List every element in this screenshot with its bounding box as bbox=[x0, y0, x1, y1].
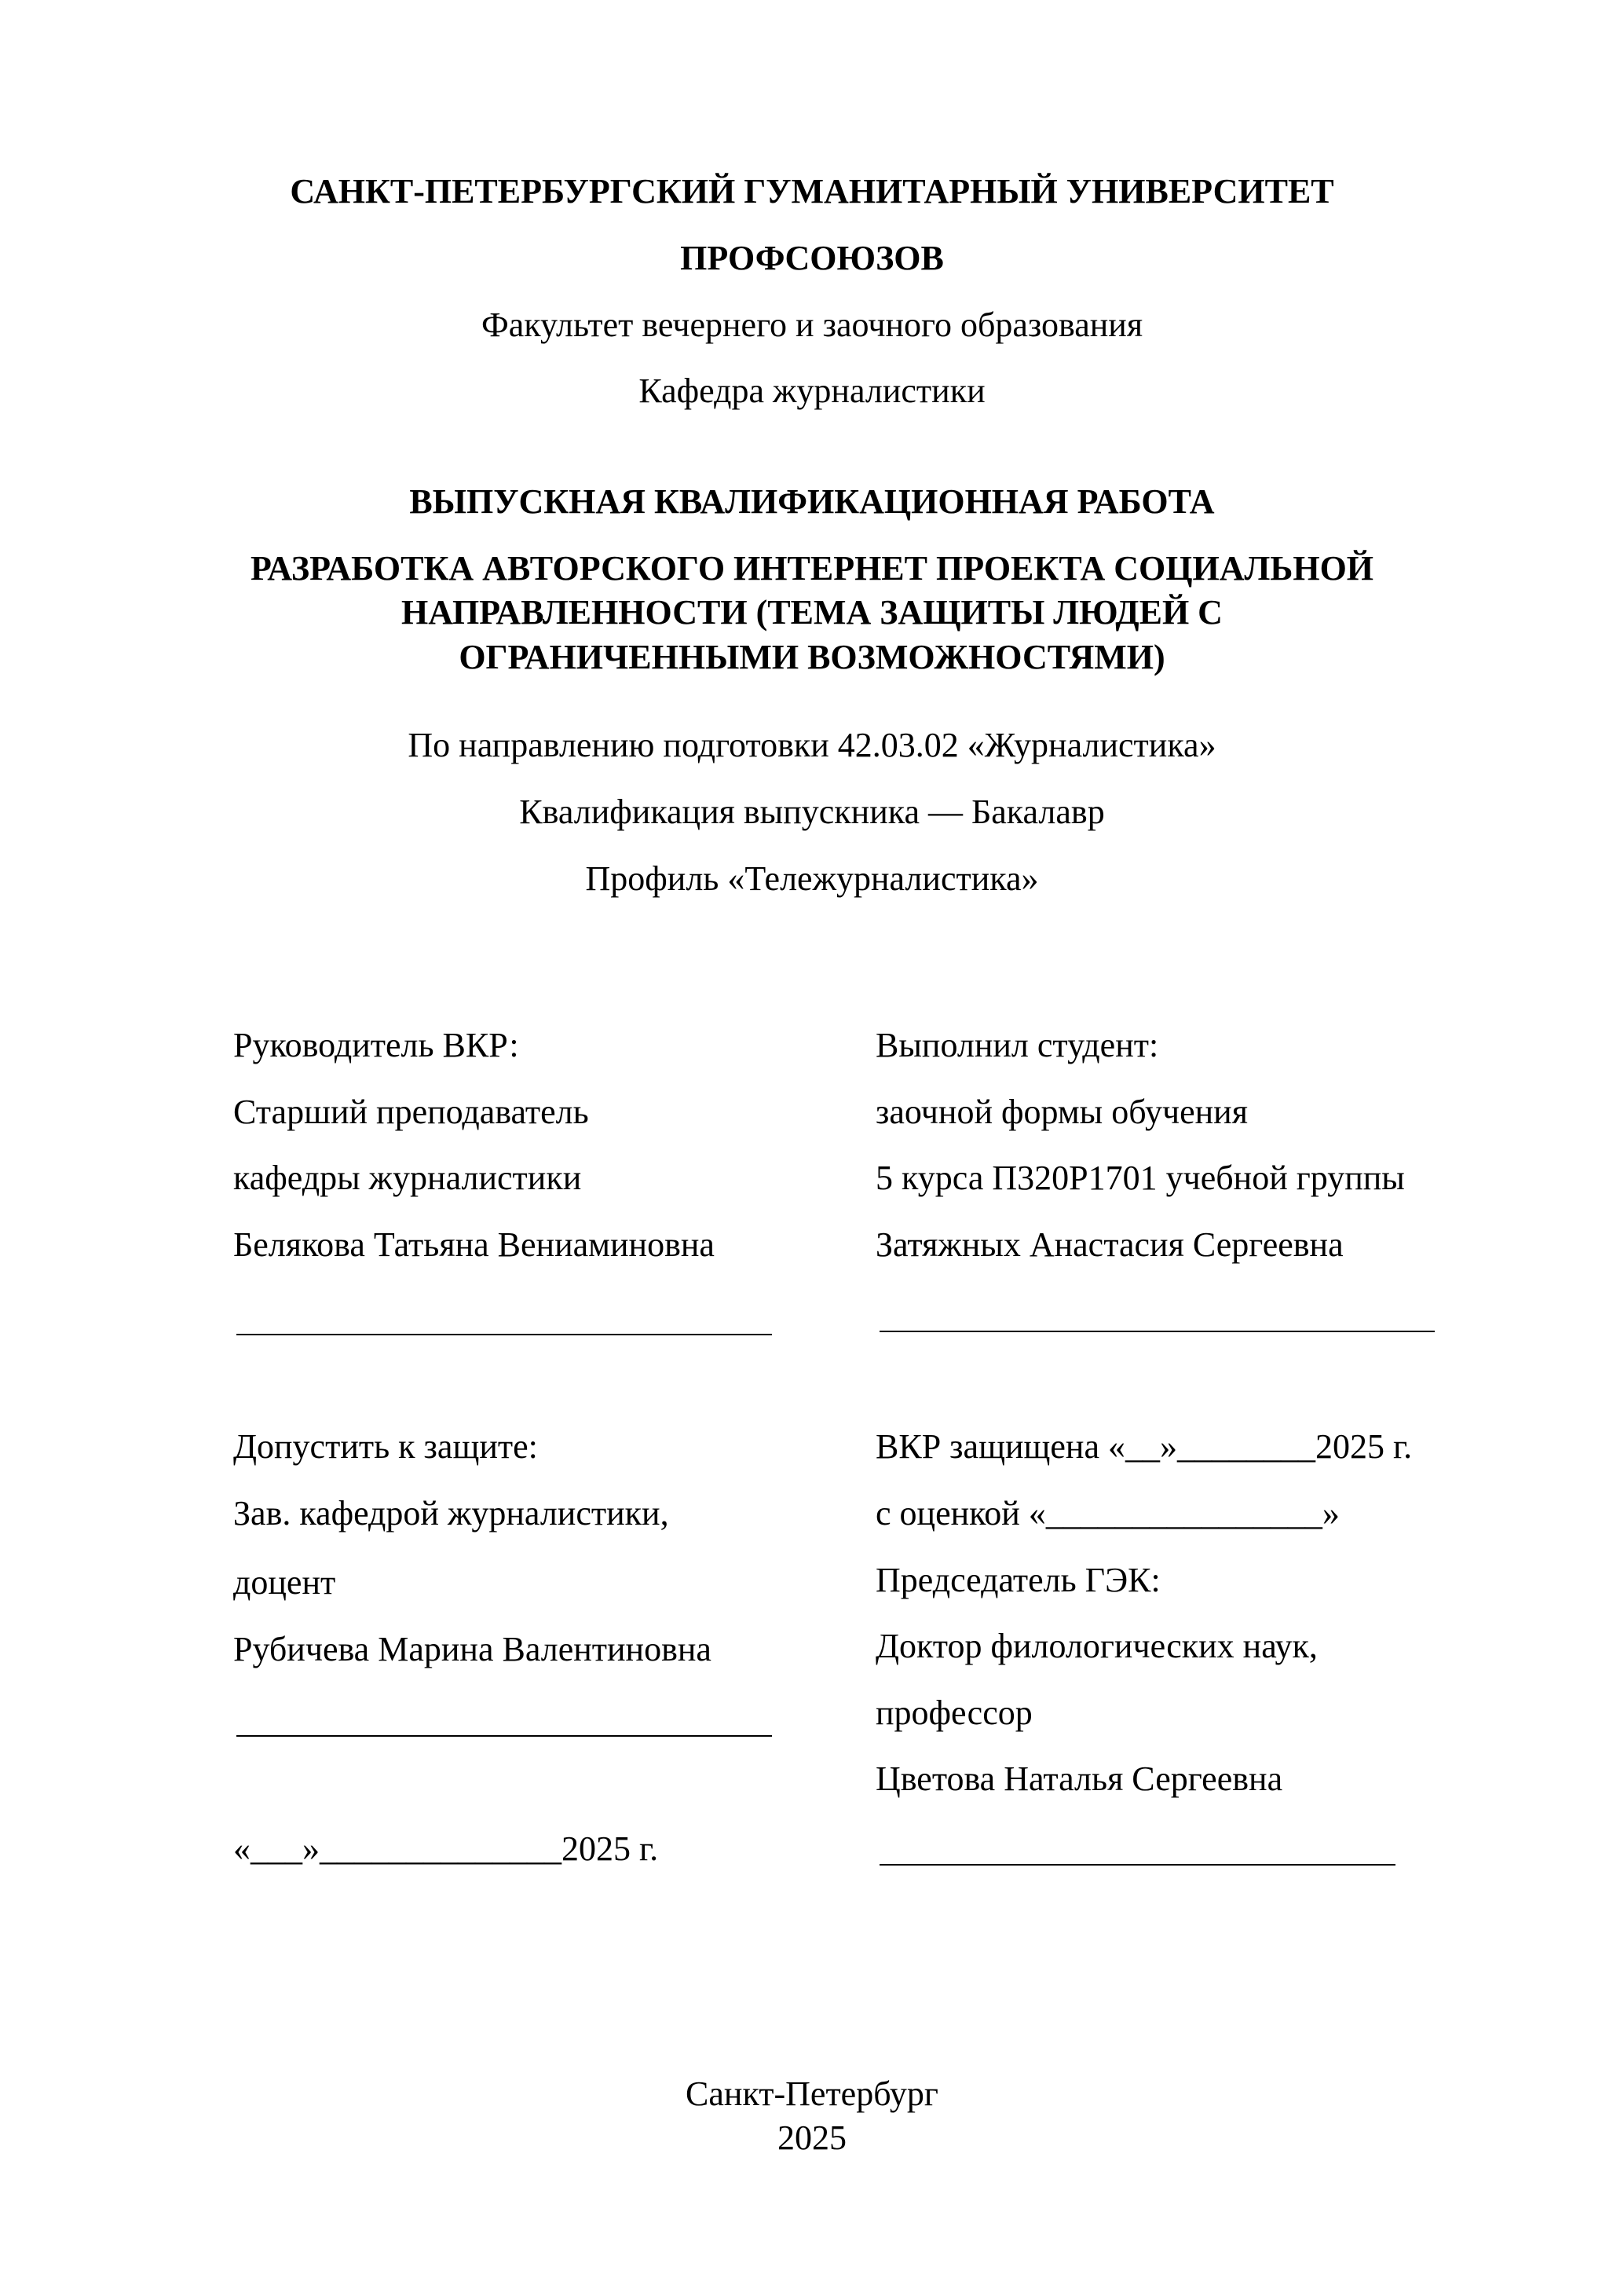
faculty: Факультет вечернего и заочного образования bbox=[481, 306, 1143, 344]
admission-date: «___»______________2025 г. bbox=[233, 1829, 659, 1868]
student-line: заочной формы обучения bbox=[876, 1093, 1248, 1131]
qualification: Квалификация выпускника — Бакалавр bbox=[519, 793, 1105, 831]
admission-line: Допустить к защите: bbox=[233, 1427, 538, 1466]
work-title-line: ОГРАНИЧЕННЫМИ ВОЗМОЖНОСТЯМИ) bbox=[459, 638, 1165, 676]
defense-line: ВКР защищена «__»________2025 г. bbox=[876, 1427, 1413, 1466]
admission-name: Рубичева Марина Валентиновна bbox=[233, 1630, 711, 1668]
university-name-line2: ПРОФСОЮЗОВ bbox=[680, 239, 944, 277]
work-title-line: РАЗРАБОТКА АВТОРСКОГО ИНТЕРНЕТ ПРОЕКТА СОЦИАЛЬНОЙ bbox=[250, 549, 1374, 588]
admission-line: доцент bbox=[233, 1563, 336, 1602]
admission-line: Зав. кафедрой журналистики, bbox=[233, 1494, 669, 1532]
supervisor-line: Старший преподаватель bbox=[233, 1093, 589, 1131]
defense-line: Председатель ГЭК: bbox=[876, 1561, 1161, 1599]
student-line: 5 курса П320Р1701 учебной группы bbox=[876, 1159, 1405, 1197]
defense-line: профессор bbox=[876, 1694, 1033, 1732]
admission-signature-line bbox=[236, 1735, 772, 1737]
defense-chair-name: Цветова Наталья Сергеевна bbox=[876, 1760, 1283, 1798]
work-title-line: НАПРАВЛЕННОСТИ (ТЕМА ЗАЩИТЫ ЛЮДЕЙ С bbox=[401, 593, 1223, 632]
supervisor-line: кафедры журналистики bbox=[233, 1159, 582, 1197]
department: Кафедра журналистики bbox=[638, 372, 986, 410]
year: 2025 bbox=[777, 2118, 847, 2157]
direction: По направлению подготовки 42.03.02 «Журналистика» bbox=[408, 726, 1216, 764]
defense-line: с оценкой «________________» bbox=[876, 1494, 1340, 1532]
city: Санкт-Петербург bbox=[686, 2074, 938, 2113]
chair-signature-line bbox=[880, 1864, 1395, 1866]
work-type: ВЫПУСКНАЯ КВАЛИФИКАЦИОННАЯ РАБОТА bbox=[409, 482, 1215, 521]
student-name: Затяжных Анастасия Сергеевна bbox=[876, 1225, 1344, 1264]
defense-line: Доктор филологических наук, bbox=[876, 1627, 1318, 1665]
student-line: Выполнил студент: bbox=[876, 1026, 1159, 1064]
university-name-line1: САНКТ-ПЕТЕРБУРГСКИЙ ГУМАНИТАРНЫЙ УНИВЕРСИТЕТ bbox=[290, 172, 1334, 211]
student-signature-line bbox=[880, 1331, 1435, 1332]
supervisor-line: Руководитель ВКР: bbox=[233, 1026, 519, 1064]
supervisor-signature-line bbox=[236, 1334, 772, 1335]
profile: Профиль «Тележурналистика» bbox=[585, 859, 1039, 898]
supervisor-name: Белякова Татьяна Вениаминовна bbox=[233, 1225, 715, 1264]
